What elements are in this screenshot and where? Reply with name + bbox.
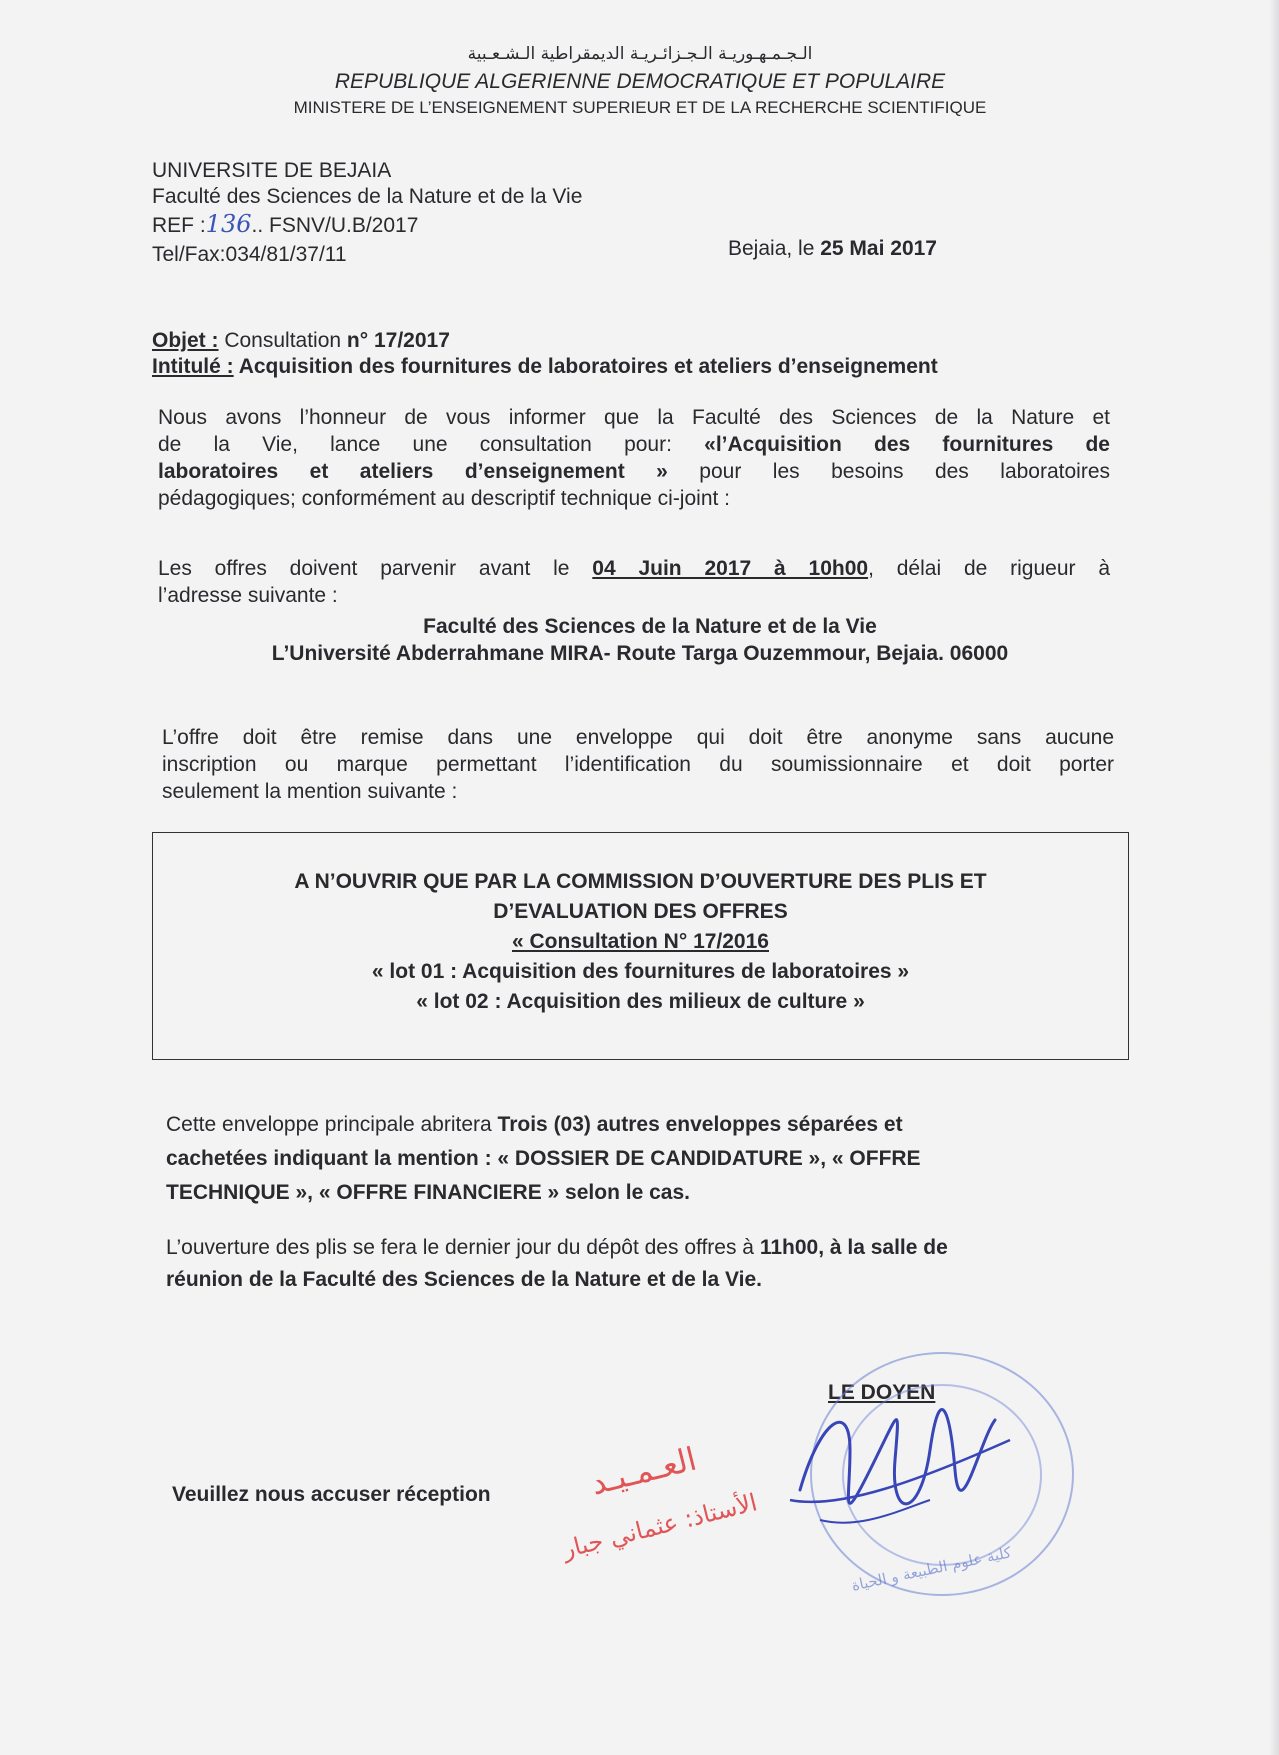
box-line3: « Consultation N° 17/2016 xyxy=(512,930,769,953)
ref-prefix: REF : xyxy=(152,214,206,237)
signature-mark xyxy=(780,1380,1020,1540)
accuse-reception: Veuillez nous accuser réception xyxy=(172,1483,491,1506)
address-line1: Faculté des Sciences de la Nature et de la Vie xyxy=(423,615,877,638)
para5-line1: L’ouverture des plis se fera le dernier jour du dépôt des offres à 11h00, à la salle de xyxy=(166,1236,948,1259)
telfax: Tel/Fax:034/81/37/11 xyxy=(152,243,347,266)
intitule-text: Acquisition des fournitures de laboratoires et ateliers d’enseignement xyxy=(233,355,938,378)
republic-header: REPUBLIQUE ALGERIENNE DEMOCRATIQUE ET POPULAIRE xyxy=(334,70,946,93)
para3-line3: seulement la mention suivante : xyxy=(162,780,458,803)
envelope-mention-box xyxy=(152,832,1129,1060)
box-line4: « lot 01 : Acquisition des fournitures de laboratoires » xyxy=(371,960,910,983)
objet-number: n° 17/2017 xyxy=(346,329,450,352)
ministry-header: MINISTERE DE L’ENSEIGNEMENT SUPERIEUR ET DE LA RECHERCHE SCIENTIFIQUE xyxy=(293,98,987,117)
para1-line4: pédagogiques; conformément au descriptif technique ci-joint : xyxy=(158,487,731,510)
intitule-label: Intitulé : xyxy=(152,355,234,378)
para4-line2: cachetées indiquant la mention : « DOSSIER DE CANDIDATURE », « OFFRE xyxy=(166,1147,921,1170)
stamp-text: كلية علوم الطبيعة و الحياة xyxy=(849,1543,1013,1595)
para1-line1: Nous avons l’honneur de vous informer que la Faculté des Sciences de la Nature et xyxy=(158,406,1110,429)
box-line1: A N’OUVRIR QUE PAR LA COMMISSION D’OUVERTURE DES PLIS ET xyxy=(294,870,987,893)
box-line2: D’EVALUATION DES OFFRES xyxy=(493,900,788,923)
date-value: 25 Mai 2017 xyxy=(820,237,937,260)
para5-line2: réunion de la Faculté des Sciences de la Nature et de la Vie. xyxy=(166,1268,763,1291)
paragraph-consultation xyxy=(158,404,1110,512)
intitule-line xyxy=(152,354,938,380)
faculty-name: Faculté des Sciences de la Nature et de la Vie xyxy=(152,185,583,208)
para4-line3: TECHNIQUE », « OFFRE FINANCIERE » selon le cas. xyxy=(166,1181,690,1204)
paragraph-envelope xyxy=(162,724,1114,805)
para1-line2: de la Vie, lance une consultation pour: «l’Acquisition des fournitures de xyxy=(158,433,1110,456)
para1-line3: laboratoires et ateliers d’enseignement » pour les besoins des laboratoires xyxy=(158,460,1111,483)
para2-line2: l’adresse suivante : xyxy=(158,584,338,607)
dean-red-stamp-title: العـمـيـد xyxy=(586,1439,701,1503)
para4-line1: Cette enveloppe principale abritera Trois (03) autres enveloppes séparées et xyxy=(166,1113,903,1136)
ref-handwritten-number: 136 xyxy=(205,210,252,238)
page-edge-shadow xyxy=(1269,0,1279,1755)
doyen-title: LE DOYEN xyxy=(828,1381,936,1404)
para2-line1: Les offres doivent parvenir avant le 04 Juin 2017 à 10h00, délai de rigueur à xyxy=(158,557,1111,580)
paragraph-deadline xyxy=(158,555,1110,609)
dean-red-stamp-name: الأستاذ: عثماني جبار xyxy=(559,1488,760,1564)
address-line2: L’Université Abderrahmane MIRA- Route Targa Ouzemmour, Bejaia. 06000 xyxy=(271,642,1009,665)
objet-label: Objet : xyxy=(152,329,219,352)
objet-text: Consultation xyxy=(218,329,347,352)
date-line xyxy=(728,236,937,262)
arabic-header: الـجـمـهـوريـة الـجـزائـريـة الديمقراطية الـشـعـبية xyxy=(467,44,813,64)
reference-line xyxy=(152,211,418,239)
university-name: UNIVERSITE DE BEJAIA xyxy=(152,159,392,182)
ref-suffix: .. FSNV/U.B/2017 xyxy=(251,214,419,237)
para3-line1: L’offre doit être remise dans une enveloppe qui doit être anonyme sans aucune xyxy=(162,726,1114,749)
objet-line xyxy=(152,328,450,354)
box-line5: « lot 02 : Acquisition des milieux de culture » xyxy=(416,990,865,1013)
date-prefix: Bejaia, le xyxy=(728,237,821,260)
para3-line2: inscription ou marque permettant l’identification du soumissionnaire et doit porter xyxy=(162,753,1114,776)
